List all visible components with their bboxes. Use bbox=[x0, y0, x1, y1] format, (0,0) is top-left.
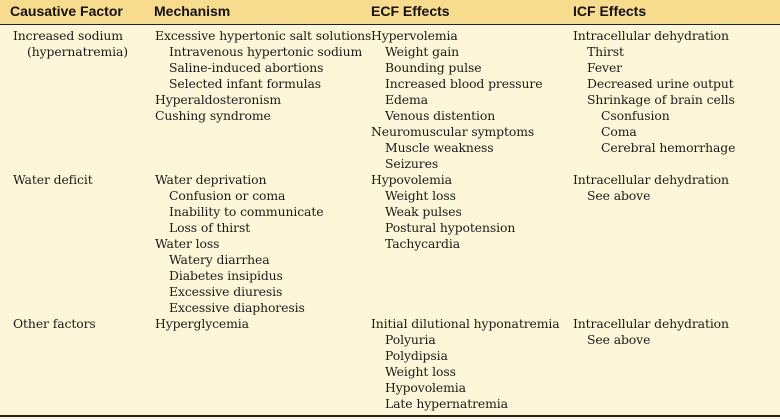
cell-line: Initial dilutional hyponatremia bbox=[371, 316, 560, 331]
cell-line: Seizures bbox=[385, 156, 439, 171]
cell-line: Venous distention bbox=[385, 108, 496, 123]
cell-mechanism bbox=[155, 316, 249, 332]
bottom-rule bbox=[0, 415, 780, 417]
cell-line: Water loss bbox=[155, 236, 220, 251]
cell-causative-factor bbox=[13, 172, 93, 188]
cell-line: Inability to communicate bbox=[169, 204, 324, 219]
cell-line: Selected infant formulas bbox=[169, 76, 322, 91]
header-icf-effects: ICF Effects bbox=[573, 3, 647, 19]
cell-icf-effects bbox=[573, 28, 735, 156]
cell-causative-factor bbox=[13, 28, 128, 60]
cell-line: Loss of thirst bbox=[169, 220, 251, 235]
cell-line: Increased blood pressure bbox=[385, 76, 543, 91]
cell-line: Postural hypotension bbox=[385, 220, 516, 235]
cell-line: Cushing syndrome bbox=[155, 108, 271, 123]
cell-line: Bounding pulse bbox=[385, 60, 482, 75]
cell-line: See above bbox=[587, 332, 651, 347]
cell-icf-effects bbox=[573, 172, 729, 204]
cell-line: Hypovolemia bbox=[371, 172, 452, 187]
cell-line: Polyuria bbox=[385, 332, 436, 347]
cell-line: Coma bbox=[601, 124, 637, 139]
cell-line: Increased sodium bbox=[13, 28, 123, 43]
cell-line: Hyperglycemia bbox=[155, 316, 249, 331]
cell-line: Intravenous hypertonic sodium bbox=[169, 44, 363, 59]
cell-line: (hypernatremia) bbox=[27, 44, 129, 59]
cell-line: Polydipsia bbox=[385, 348, 448, 363]
cell-line: Excessive diaphoresis bbox=[169, 300, 305, 315]
cell-line: Water deprivation bbox=[155, 172, 267, 187]
cell-line: Weight loss bbox=[385, 188, 456, 203]
cell-line: See above bbox=[587, 188, 651, 203]
header-mechanism: Mechanism bbox=[154, 3, 231, 19]
cell-line: Decreased urine output bbox=[587, 76, 734, 91]
cell-line: Late hypernatremia bbox=[385, 396, 508, 411]
cell-line: Weight gain bbox=[385, 44, 460, 59]
cell-mechanism bbox=[155, 172, 323, 316]
cell-line: Muscle weakness bbox=[385, 140, 494, 155]
cell-ecf-effects bbox=[371, 28, 542, 172]
cell-line: Tachycardia bbox=[385, 236, 461, 251]
cell-line: Shrinkage of brain cells bbox=[587, 92, 735, 107]
cell-line: Edema bbox=[385, 92, 428, 107]
cell-line: Weight loss bbox=[385, 364, 456, 379]
cell-line: Hyperaldosteronism bbox=[155, 92, 282, 107]
cell-line: Csonfusion bbox=[601, 108, 670, 123]
cell-mechanism bbox=[155, 28, 371, 124]
cell-causative-factor bbox=[13, 316, 96, 332]
cell-line: Diabetes insipidus bbox=[169, 268, 283, 283]
cell-line: Excessive diuresis bbox=[169, 284, 283, 299]
table-header bbox=[0, 0, 780, 25]
cell-line: Weak pulses bbox=[385, 204, 462, 219]
cell-icf-effects bbox=[573, 316, 729, 348]
header-causative-factor: Causative Factor bbox=[10, 3, 123, 19]
header-ecf-effects: ECF Effects bbox=[371, 3, 450, 19]
cell-line: Other factors bbox=[13, 316, 96, 331]
cell-line: Intracellular dehydration bbox=[573, 316, 729, 331]
cell-line: Excessive hypertonic salt solutions bbox=[155, 28, 372, 43]
cell-ecf-effects bbox=[371, 316, 560, 412]
cell-ecf-effects bbox=[371, 172, 515, 252]
cell-line: Thirst bbox=[587, 44, 624, 59]
cell-line: Saline-induced abortions bbox=[169, 60, 324, 75]
cell-line: Fever bbox=[587, 60, 623, 75]
cell-line: Hypovolemia bbox=[385, 380, 466, 395]
cell-line: Water deficit bbox=[13, 172, 93, 187]
cell-line: Hypervolemia bbox=[371, 28, 458, 43]
cell-line: Watery diarrhea bbox=[169, 252, 270, 267]
cell-line: Cerebral hemorrhage bbox=[601, 140, 736, 155]
cell-line: Confusion or coma bbox=[169, 188, 286, 203]
cell-line: Intracellular dehydration bbox=[573, 28, 729, 43]
cell-line: Neuromuscular symptoms bbox=[371, 124, 535, 139]
cell-line: Intracellular dehydration bbox=[573, 172, 729, 187]
